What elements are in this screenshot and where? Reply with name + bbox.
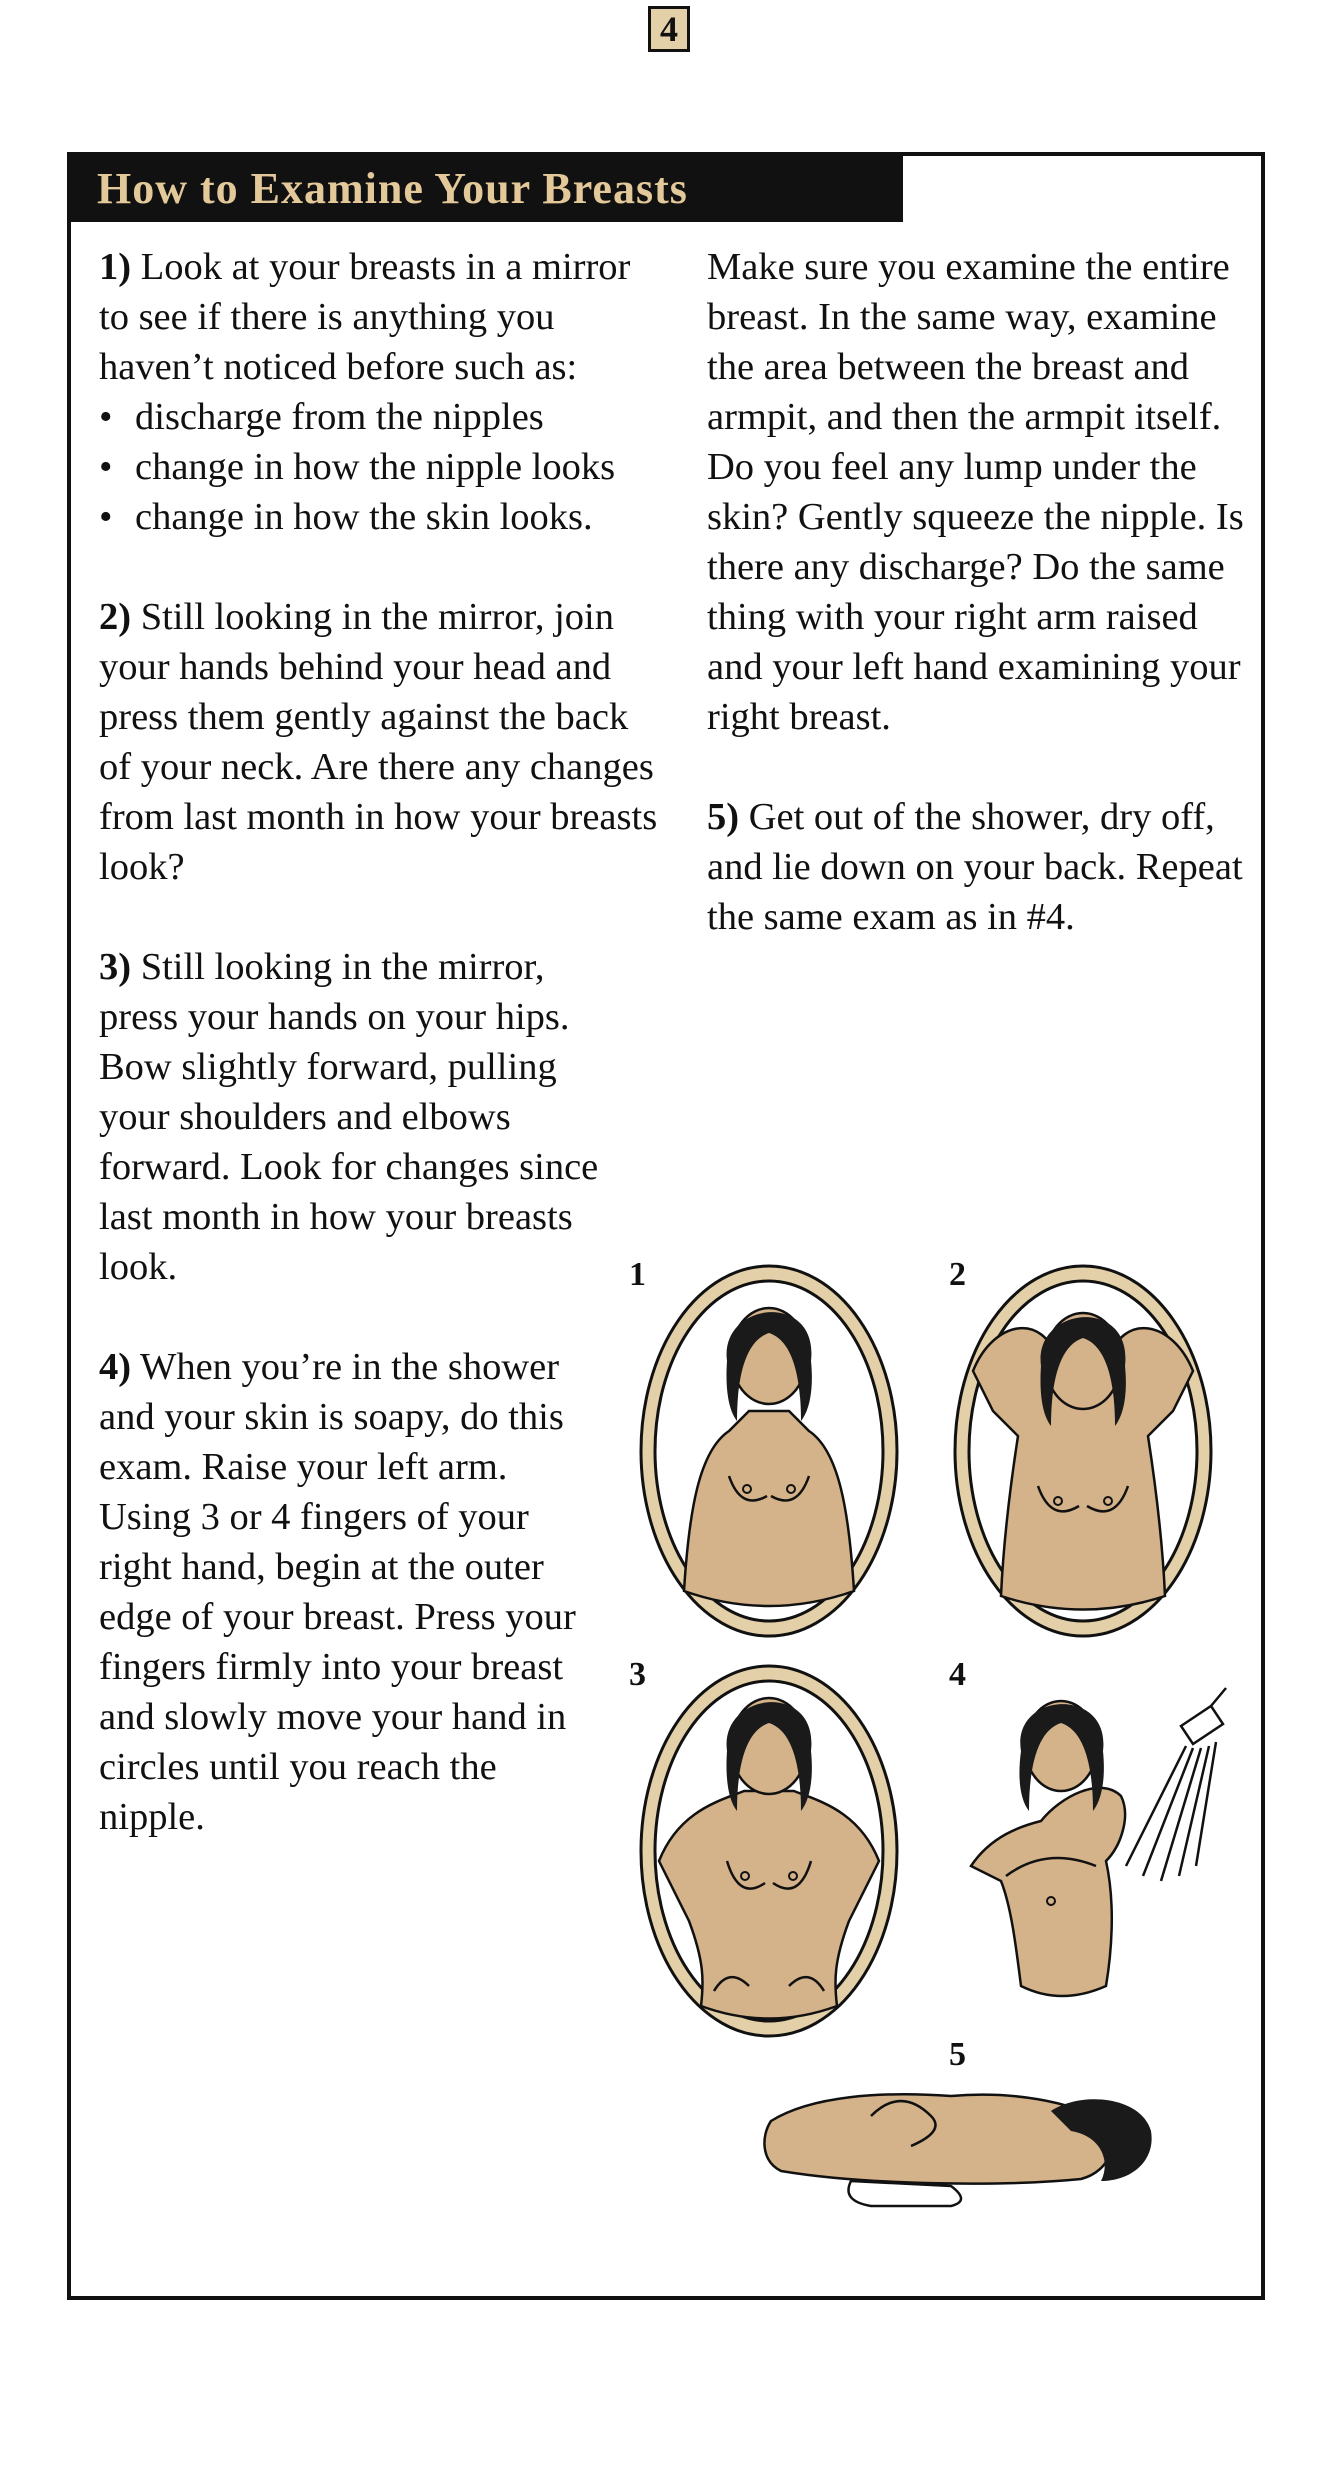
step-1-text: Look at your breasts in a mirror to see if there is anything you haven’t noticed before such as:	[99, 246, 631, 388]
step-5-paragraph	[707, 792, 1247, 942]
bullet-item: • change in how the skin looks.	[99, 492, 659, 542]
figure-2-label: 2	[949, 1256, 966, 1293]
step-2-paragraph	[99, 592, 659, 892]
bullet-item: • discharge from the nipples	[99, 392, 659, 442]
step-4-continued: Make sure you examine the entire breast. In the same way, examine the area between the breast and armpit, and then the armpit itself. Do you feel any lump under the skin? Gently squeeze the nipple. Is there any discharge? Do the same thing with your right arm raised and your left hand examining your right breast.	[707, 246, 1244, 738]
step-5-number: 5)	[707, 796, 740, 838]
figure-4-shower-illustration	[911, 1686, 1251, 2026]
section-title: How to Examine Your Breasts	[71, 156, 903, 222]
figure-2-mirror-illustration	[933, 1261, 1233, 1651]
bullet-item: • change in how the nipple looks	[99, 442, 659, 492]
right-column	[707, 242, 1247, 992]
left-column	[99, 242, 659, 1842]
step-1-bullet-list	[99, 392, 659, 542]
figure-5-lying-down-illustration	[751, 2061, 1171, 2211]
step-2-number: 2)	[99, 596, 132, 638]
figure-4-label: 4	[949, 1656, 966, 1693]
figure-5-label: 5	[949, 2036, 966, 2073]
step-5-text: Get out of the shower, dry off, and lie down on your back. Repeat the same exam as in #4.	[707, 796, 1243, 938]
step-4-number: 4)	[99, 1346, 132, 1388]
figure-3-label: 3	[629, 1656, 646, 1693]
shower-head-icon	[1126, 1688, 1226, 1881]
figure-1-label: 1	[629, 1256, 646, 1293]
step-1-intro	[99, 242, 659, 392]
content-frame	[67, 152, 1265, 2300]
step-3-number: 3)	[99, 946, 132, 988]
figure-3-mirror-illustration	[619, 1661, 919, 2051]
step-2-text: Still looking in the mirror, join your hands behind your head and press them gently against the back of your neck. Are there any changes from last month in how your breasts look?	[99, 596, 658, 888]
step-3-paragraph	[99, 942, 599, 1292]
step-3-text: Still looking in the mirror, press your hands on your hips. Bow slightly forward, pulling your shoulders and elbows forward. Look for changes since last month in how your breasts look.	[99, 946, 599, 1288]
step-4-text: When you’re in the shower and your skin is soapy, do this exam. Raise your left arm. Using 3 or 4 fingers of your right hand, begin at the outer edge of your breast. Press your fingers firmly into your breast and slowly move your hand in circles until you reach the nipple.	[99, 1346, 576, 1838]
figure-1-mirror-illustration	[619, 1261, 919, 1651]
step-4-paragraph	[99, 1342, 599, 1842]
page-number: 4	[648, 6, 690, 52]
step-1-number: 1)	[99, 246, 132, 288]
